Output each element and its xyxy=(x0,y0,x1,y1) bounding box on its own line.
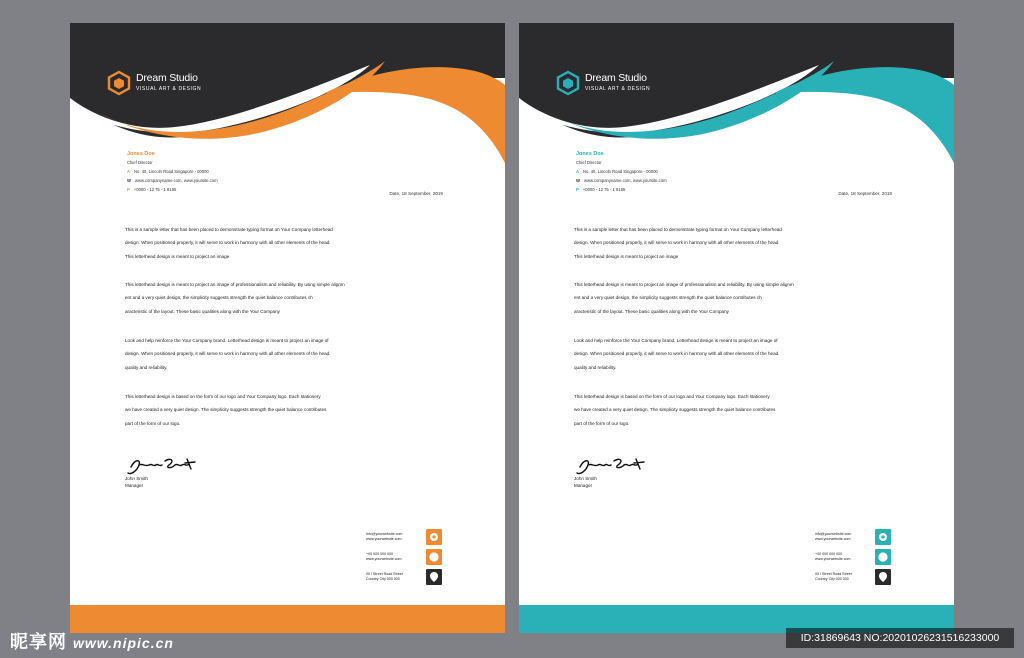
sender-name: Jones Doe xyxy=(127,151,155,157)
contact-email: info@yourwebsite.com www.yourwebsite.com xyxy=(338,529,454,545)
brand-name: Dream Studio xyxy=(136,72,198,84)
watermark-logo xyxy=(10,628,174,654)
letter-date: Date, 18 September, 2019 xyxy=(389,191,443,196)
letter-date: Date, 18 September, 2019 xyxy=(838,191,892,196)
location-icon xyxy=(875,569,891,585)
sender-title: Chief Director xyxy=(576,160,602,165)
watermark-logo-text: 昵享网 xyxy=(10,632,67,652)
signer-block xyxy=(125,475,148,489)
sender-block xyxy=(576,151,776,196)
brand-logo xyxy=(106,70,256,100)
sender-address: A No. 40, Lincoln Road Singapore - 00000 xyxy=(127,169,209,174)
brand-tagline: VISUAL ART & DESIGN xyxy=(585,86,651,92)
body-paragraph: This is a sample letter that has been placed to demonstrate typing format on Your Company letterhead design. When positioned properly, it will serve to work in harmony with all other elements of the head. This letterhead design is meant to project an image xyxy=(125,227,333,259)
sender-web: W www.companyname.com, www.yoursite.com xyxy=(127,178,218,183)
location-icon xyxy=(426,569,442,585)
body-paragraph: This letterhead design is based on the form of our logo and Your Company logo. Each stationery we have created a very quiet design. The simplicity suggests strength the quiet balance contributes part of the form of our logo. xyxy=(125,394,327,426)
signer-name: John Smith xyxy=(125,476,148,481)
hexagon-logo-icon xyxy=(106,70,132,96)
sender-address: A No. 40, Lincoln Road Singapore - 00000 xyxy=(576,169,658,174)
email-icon xyxy=(426,529,442,545)
signer-role: Manager xyxy=(574,483,593,488)
image-id-label: ID:31869643 NO:20201026231516233000 xyxy=(786,628,1014,648)
watermark-url: www.nipic.cn xyxy=(73,635,174,651)
sender-phone: P +0000 - 12 75 - 1 8185 xyxy=(127,187,177,192)
body-paragraph: Look and help reinforce the Your Company brand. Letterhead design is meant to project an image of design. When positioned properly, it will serve to work in harmony with all other elements of the head. quality and reliability. xyxy=(125,338,331,370)
sender-title: Chief Director xyxy=(127,160,153,165)
brand-logo xyxy=(555,70,705,100)
contact-phone: +00 000 000 000 www.yourwebsite.com xyxy=(787,549,903,565)
body-paragraph: This letterhead design is meant to project an image of professionalism and reliability. By using simple alignm ent and a very quiet design, the simplicity suggests strength the quiet balance contributes ch aracteristic of the layout. These basic qualities along with the Your Company xyxy=(125,282,345,314)
contact-phone: +00 000 000 000 www.yourwebsite.com xyxy=(338,549,454,565)
contact-location: 00 / Street Road Street Country City 000 000 xyxy=(338,569,454,585)
email-icon xyxy=(875,529,891,545)
sender-name: Jones Doe xyxy=(576,151,604,157)
contact-location: 00 / Street Road Street Country City 000 000 xyxy=(787,569,903,585)
brand-tagline: VISUAL ART & DESIGN xyxy=(136,86,202,92)
brand-name: Dream Studio xyxy=(585,72,647,84)
sender-web: W www.companyname.com, www.yoursite.com xyxy=(576,178,667,183)
sender-phone: P +0000 - 12 75 - 1 8185 xyxy=(576,187,626,192)
body-paragraph: Look and help reinforce the Your Company brand. Letterhead design is meant to project an image of design. When positioned properly, it will serve to work in harmony with all other elements of the head. quality and reliability. xyxy=(574,338,780,370)
phone-icon xyxy=(875,549,891,565)
contact-email: info@yourwebsite.com www.yourwebsite.com xyxy=(787,529,903,545)
sender-block xyxy=(127,151,327,196)
body-paragraph: This letterhead design is based on the form of our logo and Your Company logo. Each stationery we have created a very quiet design. The simplicity suggests strength the quiet balance contributes part of the form of our logo. xyxy=(574,394,776,426)
letterhead-orange xyxy=(70,23,505,633)
phone-icon xyxy=(426,549,442,565)
body-paragraph: This is a sample letter that has been placed to demonstrate typing format on Your Company letterhead design. When positioned properly, it will serve to work in harmony with all other elements of the head. This letterhead design is meant to project an image xyxy=(574,227,782,259)
hexagon-logo-icon xyxy=(555,70,581,96)
signer-name: John Smith xyxy=(574,476,597,481)
signer-block xyxy=(574,475,597,489)
letterhead-teal xyxy=(519,23,954,633)
signer-role: Manager xyxy=(125,483,144,488)
body-paragraph: This letterhead design is meant to project an image of professionalism and reliability. By using simple alignm ent and a very quiet design, the simplicity suggests strength the quiet balance contributes ch aracteristic of the layout. These basic qualities along with the Your Company xyxy=(574,282,794,314)
